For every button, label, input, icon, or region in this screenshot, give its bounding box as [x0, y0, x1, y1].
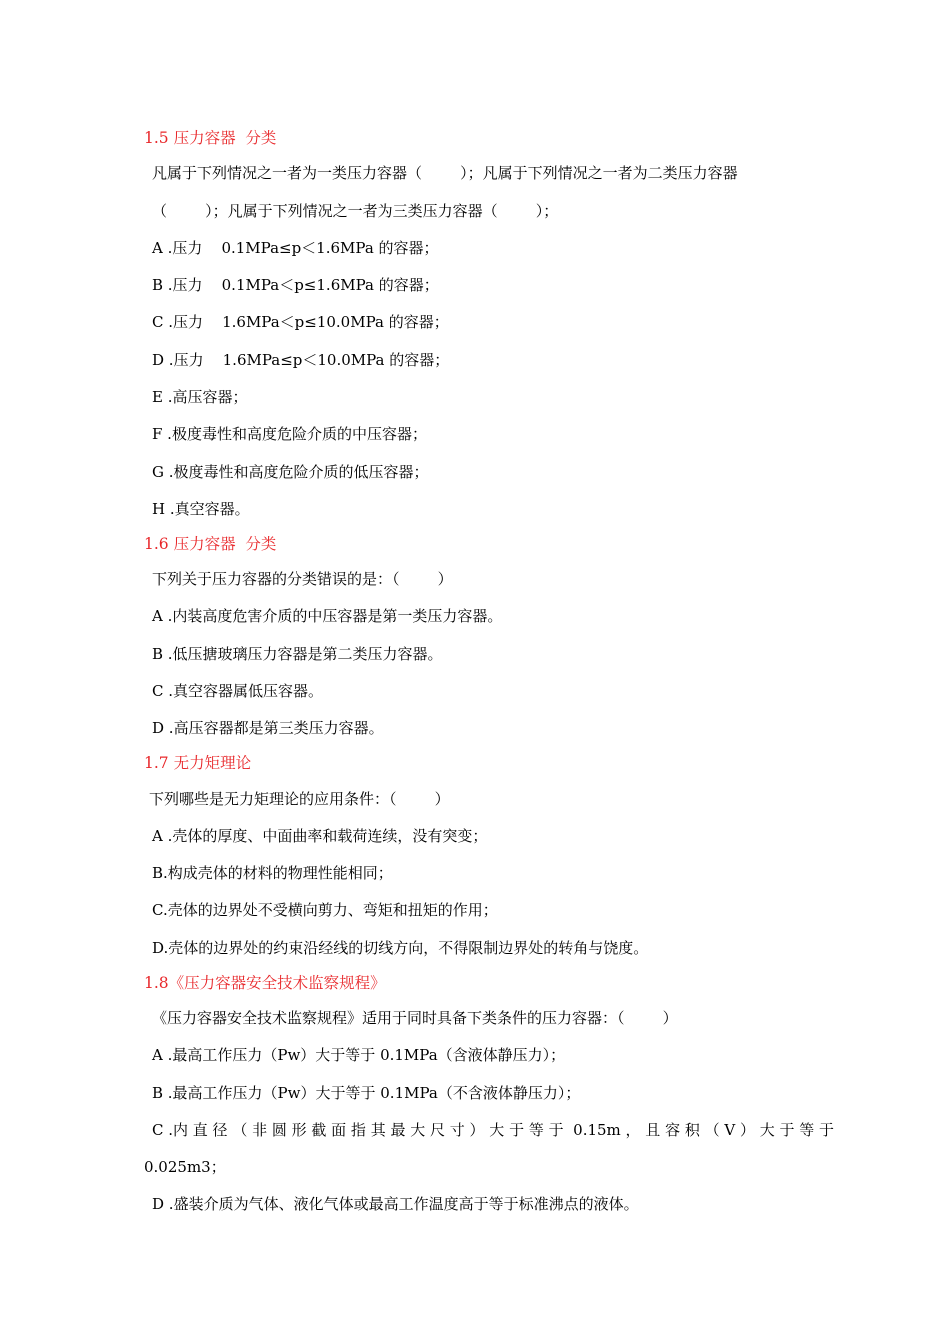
option-c: C .压力 1.6MPa＜p≤10.0MPa 的容器；	[152, 313, 449, 331]
section-heading-1-7: 1.7 无力矩理论	[144, 754, 252, 772]
option-a: A .最高工作压力（Pw）大于等于 0.1MPa（含液体静压力）；	[152, 1046, 566, 1064]
option-a: A .壳体的厚度、中面曲率和载荷连续，没有突变；	[152, 827, 488, 845]
question-stem: 下列关于压力容器的分类错误的是：（ ）	[152, 570, 453, 588]
option-b: B .最高工作压力（Pw）大于等于 0.1MPa（不含液体静压力）；	[152, 1084, 581, 1102]
section-heading-1-6: 1.6 压力容器 分类	[144, 535, 277, 553]
question-stem: 下列哪些是无力矩理论的应用条件：（ ）	[149, 790, 450, 808]
option-a: A .内装高度危害介质的中压容器是第一类压力容器。	[152, 607, 503, 625]
option-e: E .高压容器；	[152, 388, 248, 406]
option-d: D .盛装介质为气体、液化气体或最高工作温度高于等于标准沸点的液体。	[152, 1195, 639, 1213]
section-heading-1-5: 1.5 压力容器 分类	[144, 129, 277, 147]
option-h: H .真空容器。	[152, 500, 250, 518]
option-d: D .高压容器都是第三类压力容器。	[152, 719, 384, 737]
option-a: A .压力 0.1MPa≤p＜1.6MPa 的容器；	[152, 239, 439, 257]
option-b: B .压力 0.1MPa＜p≤1.6MPa 的容器；	[152, 276, 439, 294]
option-g: G .极度毒性和高度危险介质的低压容器；	[152, 463, 429, 481]
option-b: B.构成壳体的材料的物理性能相同；	[152, 864, 393, 882]
question-stem: 《压力容器安全技术监察规程》适用于同时具备下类条件的压力容器：（ ）	[152, 1009, 678, 1027]
question-stem-line: 凡属于下列情况之一者为一类压力容器（ ）；凡属于下列情况之一者为二类压力容器	[152, 164, 738, 182]
option-d: D .压力 1.6MPa≤p＜10.0MPa 的容器；	[152, 351, 450, 369]
section-heading-1-8: 1.8《压力容器安全技术监察规程》	[144, 974, 386, 992]
question-stem-line: （ ）；凡属于下列情况之一者为三类压力容器（ ）；	[152, 202, 559, 220]
option-c: C.壳体的边界处不受横向剪力、弯矩和扭矩的作用；	[152, 901, 498, 919]
option-c-continued: 0.025m3；	[144, 1158, 226, 1176]
option-c: C .真空容器属低压容器。	[152, 682, 324, 700]
option-b: B .低压搪玻璃压力容器是第二类压力容器。	[152, 645, 443, 663]
option-f: F .极度毒性和高度危险介质的中压容器；	[152, 425, 427, 443]
option-d: D.壳体的边界处的约束沿经线的切线方向，不得限制边界处的转角与饶度。	[152, 939, 649, 957]
option-c: C .内 直 径 （ 非 圆 形 截 面 指 其 最 大 尺 寸 ） 大 于 等 于 0.15m ， 且 容 积 （ V ） 大 于 等 于	[152, 1121, 835, 1139]
